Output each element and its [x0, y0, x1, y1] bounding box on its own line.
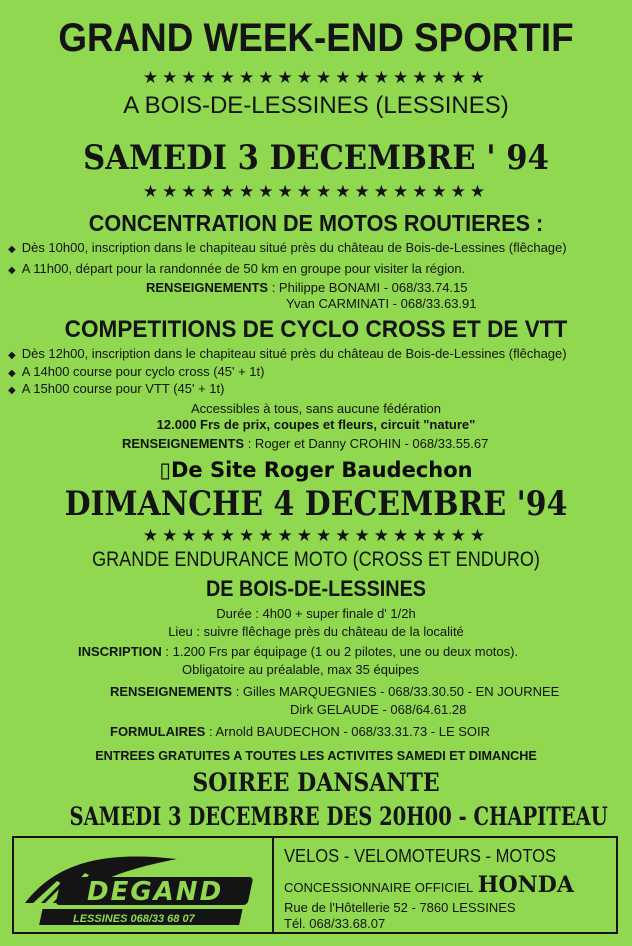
degand-brand: DEGAND	[87, 877, 224, 907]
soiree-when: SAMEDI 3 DECEMBRE DES 20H00 - CHAPITEAU	[69, 802, 608, 831]
sunday-contact-1: : Gilles MARQUEGNIES - 068/33.30.50 - EN JOURNEE	[235, 684, 560, 699]
cyclo-bullet-3	[8, 381, 224, 396]
form-row	[110, 724, 490, 739]
location-line: A BOIS-DE-LESSINES (LESSINES)	[123, 92, 509, 119]
watermark-text: ▯De Site Roger Baudechon	[159, 458, 473, 482]
diamond-icon: ◆	[8, 244, 16, 255]
ad-dealer-text: CONCESSIONNAIRE OFFICIEL	[284, 880, 474, 895]
inscription-label: INSCRIPTION	[78, 644, 162, 659]
cyclo-note-1: Accessibles à tous, sans aucune fédération	[190, 401, 442, 416]
motos-bullet-1	[8, 240, 567, 255]
poster-title: GRAND WEEK-END SPORTIF	[58, 16, 574, 60]
diamond-icon: ◆	[8, 368, 16, 379]
cyclo-bullet-3-text: A 15h00 course pour VTT (45' + 1t)	[21, 381, 225, 396]
soiree-title: SOIREE DANSANTE	[192, 768, 440, 797]
ad-divider	[272, 838, 274, 932]
ad-phone: Tél. 068/33.68.07	[284, 916, 386, 931]
inscription-text-1: : 1.200 Frs par équipage (1 ou 2 pilotes, une ou deux motos).	[165, 644, 519, 659]
sunday-title: DIMANCHE 4 DECEMBRE '94	[64, 484, 568, 524]
motos-bullet-1-text: Dès 10h00, inscription dans le chapiteau situé près du château de Bois-de-Lessines (flêchage)	[21, 240, 567, 255]
motos-heading: CONCENTRATION DE MOTOS ROUTIERES :	[88, 210, 544, 236]
cyclo-heading: COMPETITIONS DE CYCLO CROSS ET DE VTT	[64, 316, 568, 343]
motos-bullet-2	[8, 261, 465, 276]
motos-contact-2: Yvan CARMINATI - 068/33.63.91	[286, 296, 477, 311]
sunday-contact-2: Dirk GELAUDE - 068/64.61.28	[290, 702, 467, 717]
inscription-text-2: Obligatoire au préalable, max 35 équipes	[182, 662, 420, 677]
inscription-row	[78, 644, 518, 659]
cyclo-bullet-2-text: A 14h00 course pour cyclo cross (45' + 1t)	[21, 364, 265, 379]
endurance-lieu: Lieu : suivre flêchage près du château de la localité	[168, 624, 464, 639]
cyclo-info-row	[122, 436, 488, 451]
motos-info-row	[146, 280, 468, 295]
motos-bullet-2-text: A 11h00, départ pour la randonnée de 50 km en groupe pour visiter la région.	[21, 261, 466, 276]
sunday-info-label: RENSEIGNEMENTS	[110, 684, 233, 699]
cyclo-bullet-1-text: Dès 12h00, inscription dans le chapiteau situé près du château de Bois-de-Lessines (flêchage)	[21, 346, 567, 361]
stars-divider-sunday: ★★★★★★★★★★★★★★★★★★	[142, 526, 490, 545]
free-entry-line: ENTREES GRATUITES A TOUTES LES ACTIVITES SAMEDI ET DIMANCHE	[95, 748, 537, 763]
cyclo-note-2: 12.000 Frs de prix, coupes et fleurs, circuit "nature"	[156, 417, 476, 432]
ad-dealer-row	[284, 872, 574, 898]
stars-divider-top: ★★★★★★★★★★★★★★★★★★	[142, 68, 490, 87]
sunday-info-row	[110, 684, 559, 699]
cyclo-bullet-1	[8, 346, 567, 361]
degand-subline: LESSINES 068/33 68 07	[73, 913, 195, 925]
motos-info-label: RENSEIGNEMENTS	[146, 280, 269, 295]
endurance-duree: Durée : 4h00 + super finale d' 1/2h	[216, 606, 416, 621]
ad-honda: HONDA	[477, 872, 574, 898]
wing-logo-icon	[17, 841, 269, 931]
diamond-icon: ◆	[8, 265, 16, 276]
cyclo-bullet-2	[8, 364, 264, 379]
cyclo-info-label: RENSEIGNEMENTS	[122, 436, 245, 451]
form-contact: : Arnold BAUDECHON - 068/33.31.73 - LE SOIR	[208, 724, 491, 739]
endurance-heading-1: GRANDE ENDURANCE MOTO (CROSS ET ENDURO)	[92, 548, 540, 571]
endurance-heading-2: DE BOIS-DE-LESSINES	[205, 576, 427, 601]
motos-contact-1: : Philippe BONAMI - 068/33.74.15	[271, 280, 468, 295]
diamond-icon: ◆	[8, 385, 16, 396]
form-label: FORMULAIRES	[110, 724, 206, 739]
ad-products: VELOS - VELOMOTEURS - MOTOS	[284, 846, 557, 866]
stars-divider-saturday: ★★★★★★★★★★★★★★★★★★	[142, 182, 490, 201]
ad-address: Rue de l'Hôtellerie 52 - 7860 LESSINES	[284, 900, 516, 915]
degand-advertisement	[12, 836, 618, 934]
cyclo-contact: : Roger et Danny CROHIN - 068/33.55.67	[247, 436, 489, 451]
saturday-title: SAMEDI 3 DECEMBRE ' 94	[83, 138, 549, 178]
diamond-icon: ◆	[8, 350, 16, 361]
